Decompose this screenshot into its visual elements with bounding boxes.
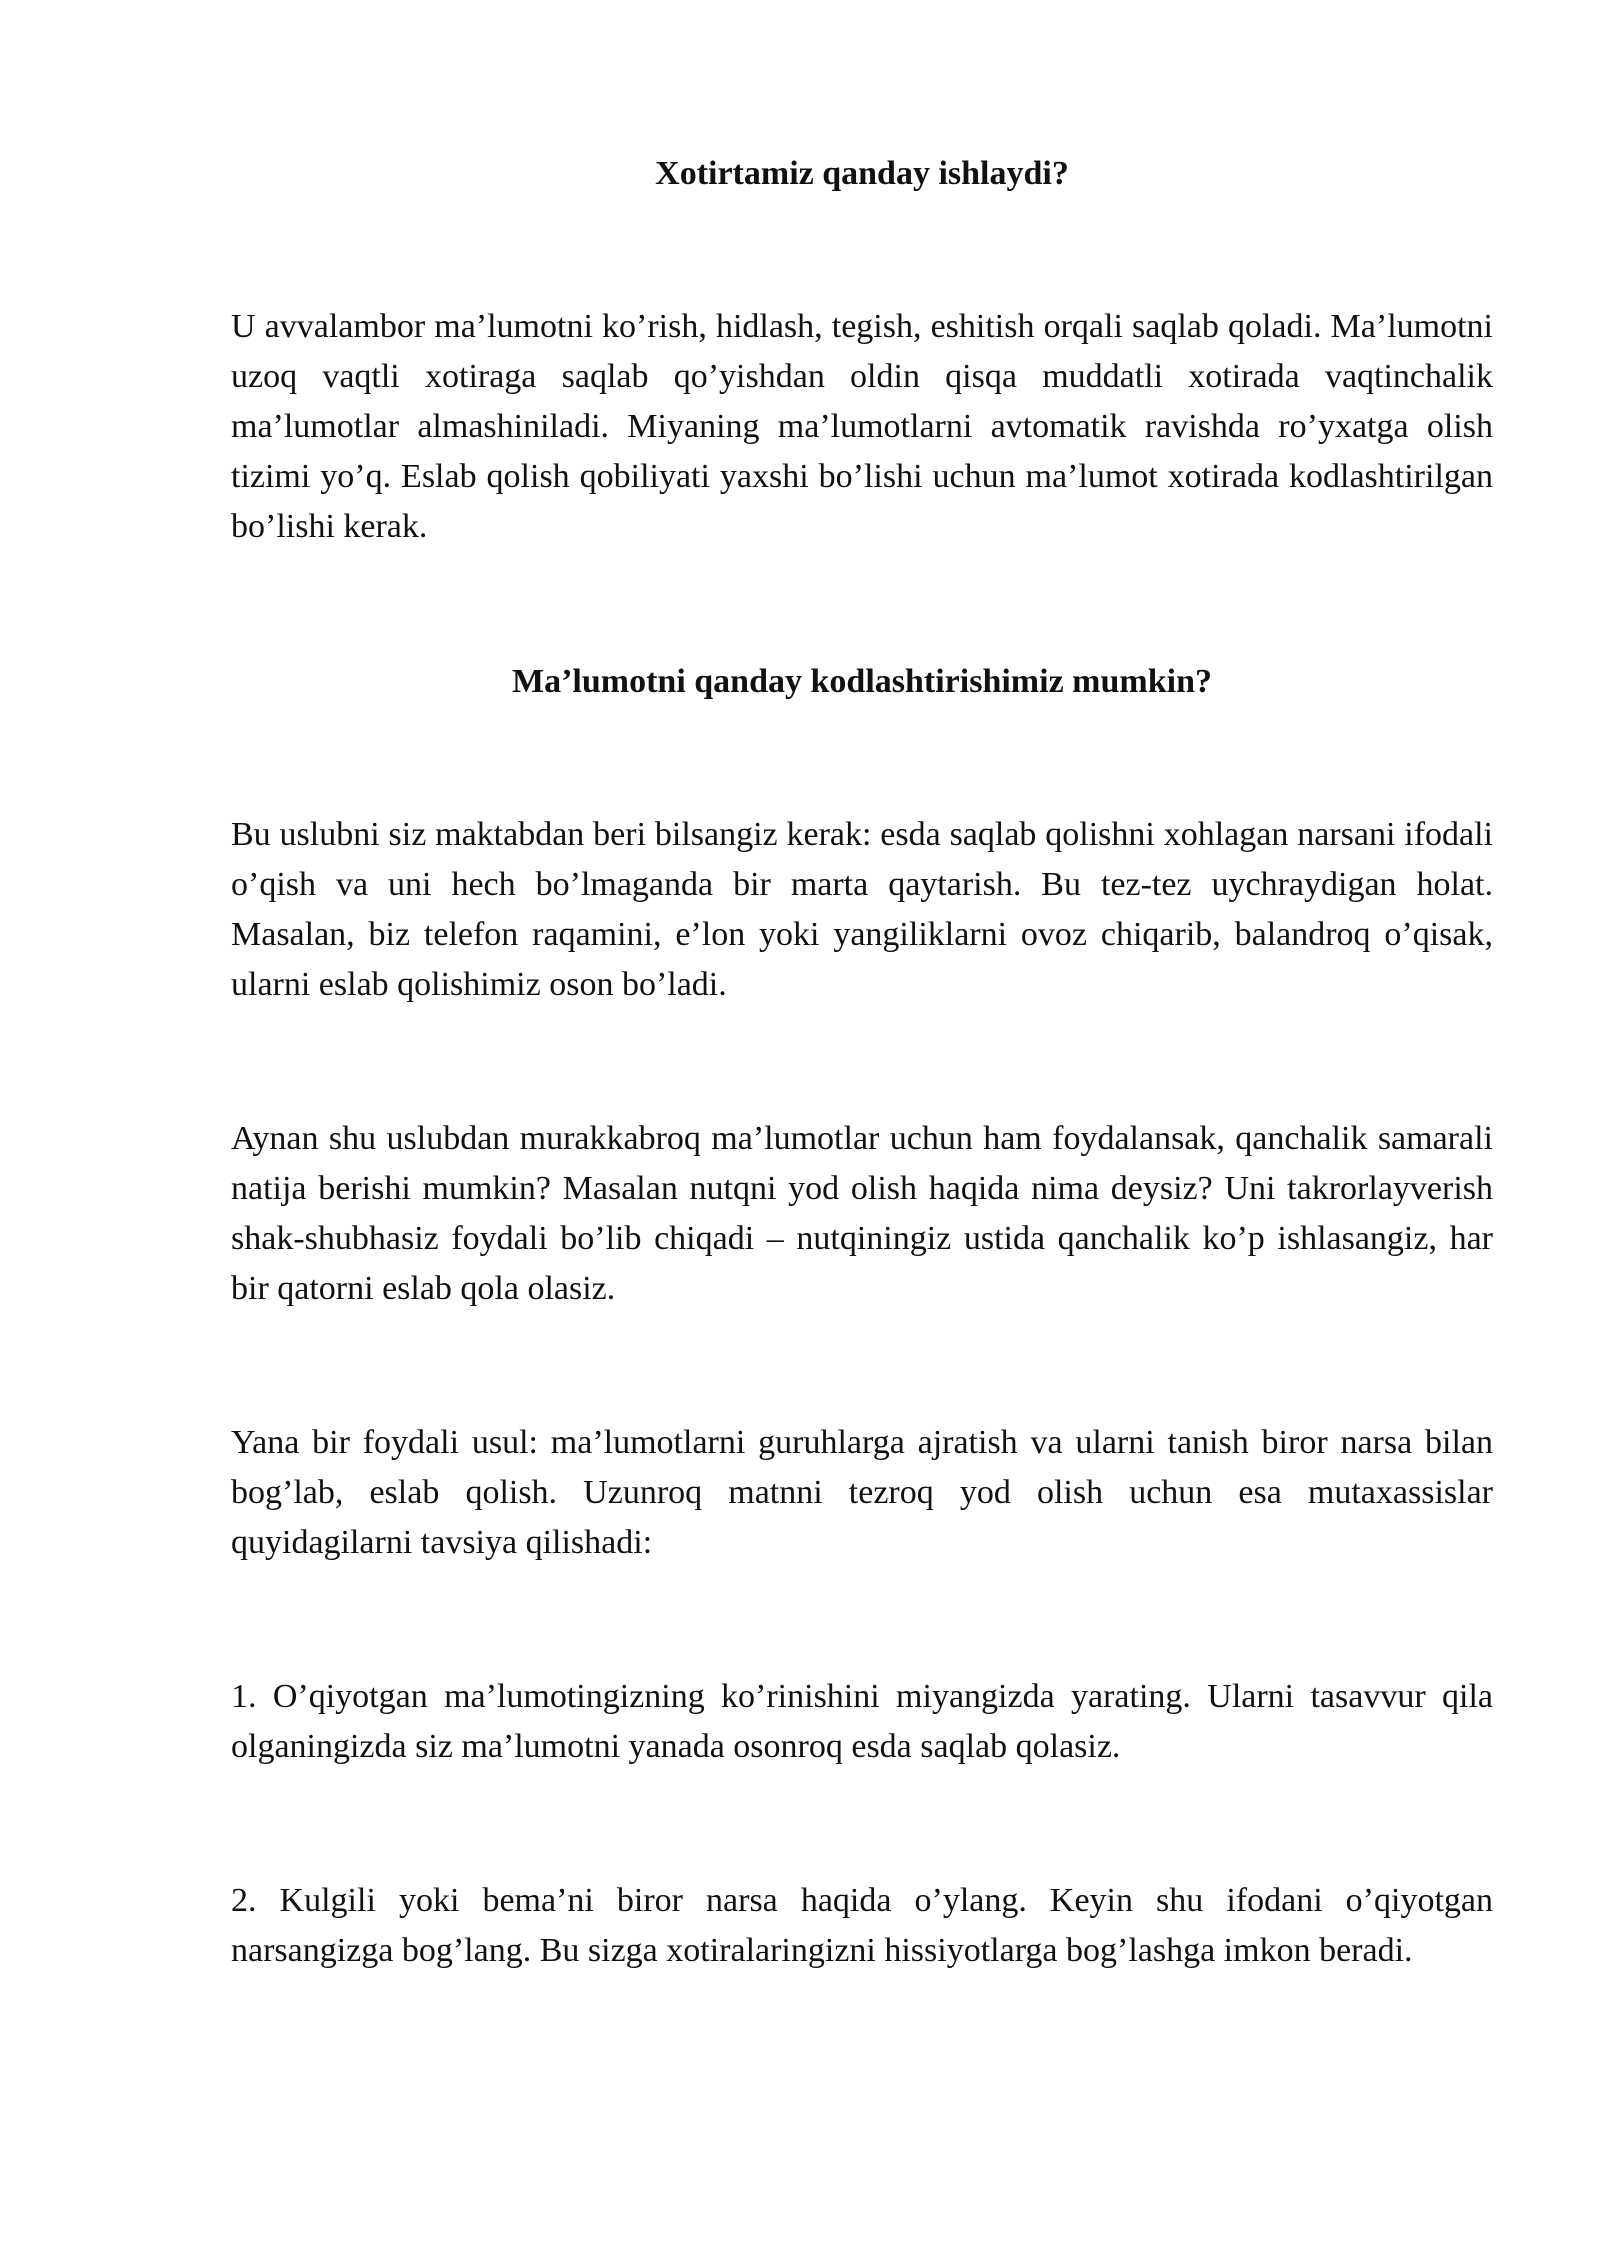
- heading-how-to-encode: Ma’lumotni qanday kodlashtirishimiz mumkin?: [512, 663, 1212, 700]
- heading-how-memory-works: Xotirtamiz qanday ishlaydi?: [655, 155, 1069, 192]
- paragraph-memory-intro: U avvalambor ma’lumotni ko’rish, hidlash, tegish, eshitish orqali saqlab qoladi. Ma’lumotni uzoq vaqtli xotiraga saqlab qo’yishdan oldin qisqa muddatli xotirada vaqtinchalik ma’lumotlar almashiniladi. Miyaning ma’lumotlarni avtomatik ravishda ro’yxatga olish tizimi yo’q. Eslab qolish qobiliyati yaxshi bo’lishi uchun ma’lumot xotirada kodlashtirilgan bo’lishi kerak.: [231, 308, 1493, 545]
- paragraph-grouping-method: Yana bir foydali usul: ma’lumotlarni guruhlarga ajratish va ularni tanish biror narsa bilan bog’lab, eslab qolish. Uzunroq matnni tezroq yod olish uchun esa mutaxassislar quyidagilarni tavsiya qilishadi:: [231, 1424, 1493, 1561]
- paragraph-read-aloud-method: Bu uslubni siz maktabdan beri bilsangiz kerak: esda saqlab qolishni xohlagan narsani ifodali o’qish va uni hech bo’lmaganda bir marta qaytarish. Bu tez-tez uychraydigan holat. Masalan, biz telefon raqamini, e’lon yoki yangiliklarni ovoz chiqarib, balandroq o’qisak, ularni eslab qolishimiz oson bo’ladi.: [231, 816, 1493, 1003]
- paragraph-repetition: Aynan shu uslubdan murakkabroq ma’lumotlar uchun ham foydalansak, qanchalik samarali natija berishi mumkin? Masalan nutqni yod olish haqida nima deysiz? Uni takrorlayverish shak-shubhasiz foydali bo’lib chiqadi – nutqiningiz ustida qanchalik ko’p ishlasangiz, har bir qatorni eslab qola olasiz.: [231, 1120, 1493, 1307]
- list-item-funny-association: 2. Kulgili yoki bema’ni biror narsa haqida o’ylang. Keyin shu ifodani o’qiyotgan narsangizga bog’lang. Bu sizga xotiralaringizni hissiyotlarga bog’lashga imkon beradi.: [231, 1882, 1493, 1969]
- list-item-visualize: 1. O’qiyotgan ma’lumotingizning ko’rinishini miyangizda yarating. Ularni tasavvur qila olganingizda siz ma’lumotni yanada osonroq esda saqlab qolasiz.: [231, 1678, 1493, 1765]
